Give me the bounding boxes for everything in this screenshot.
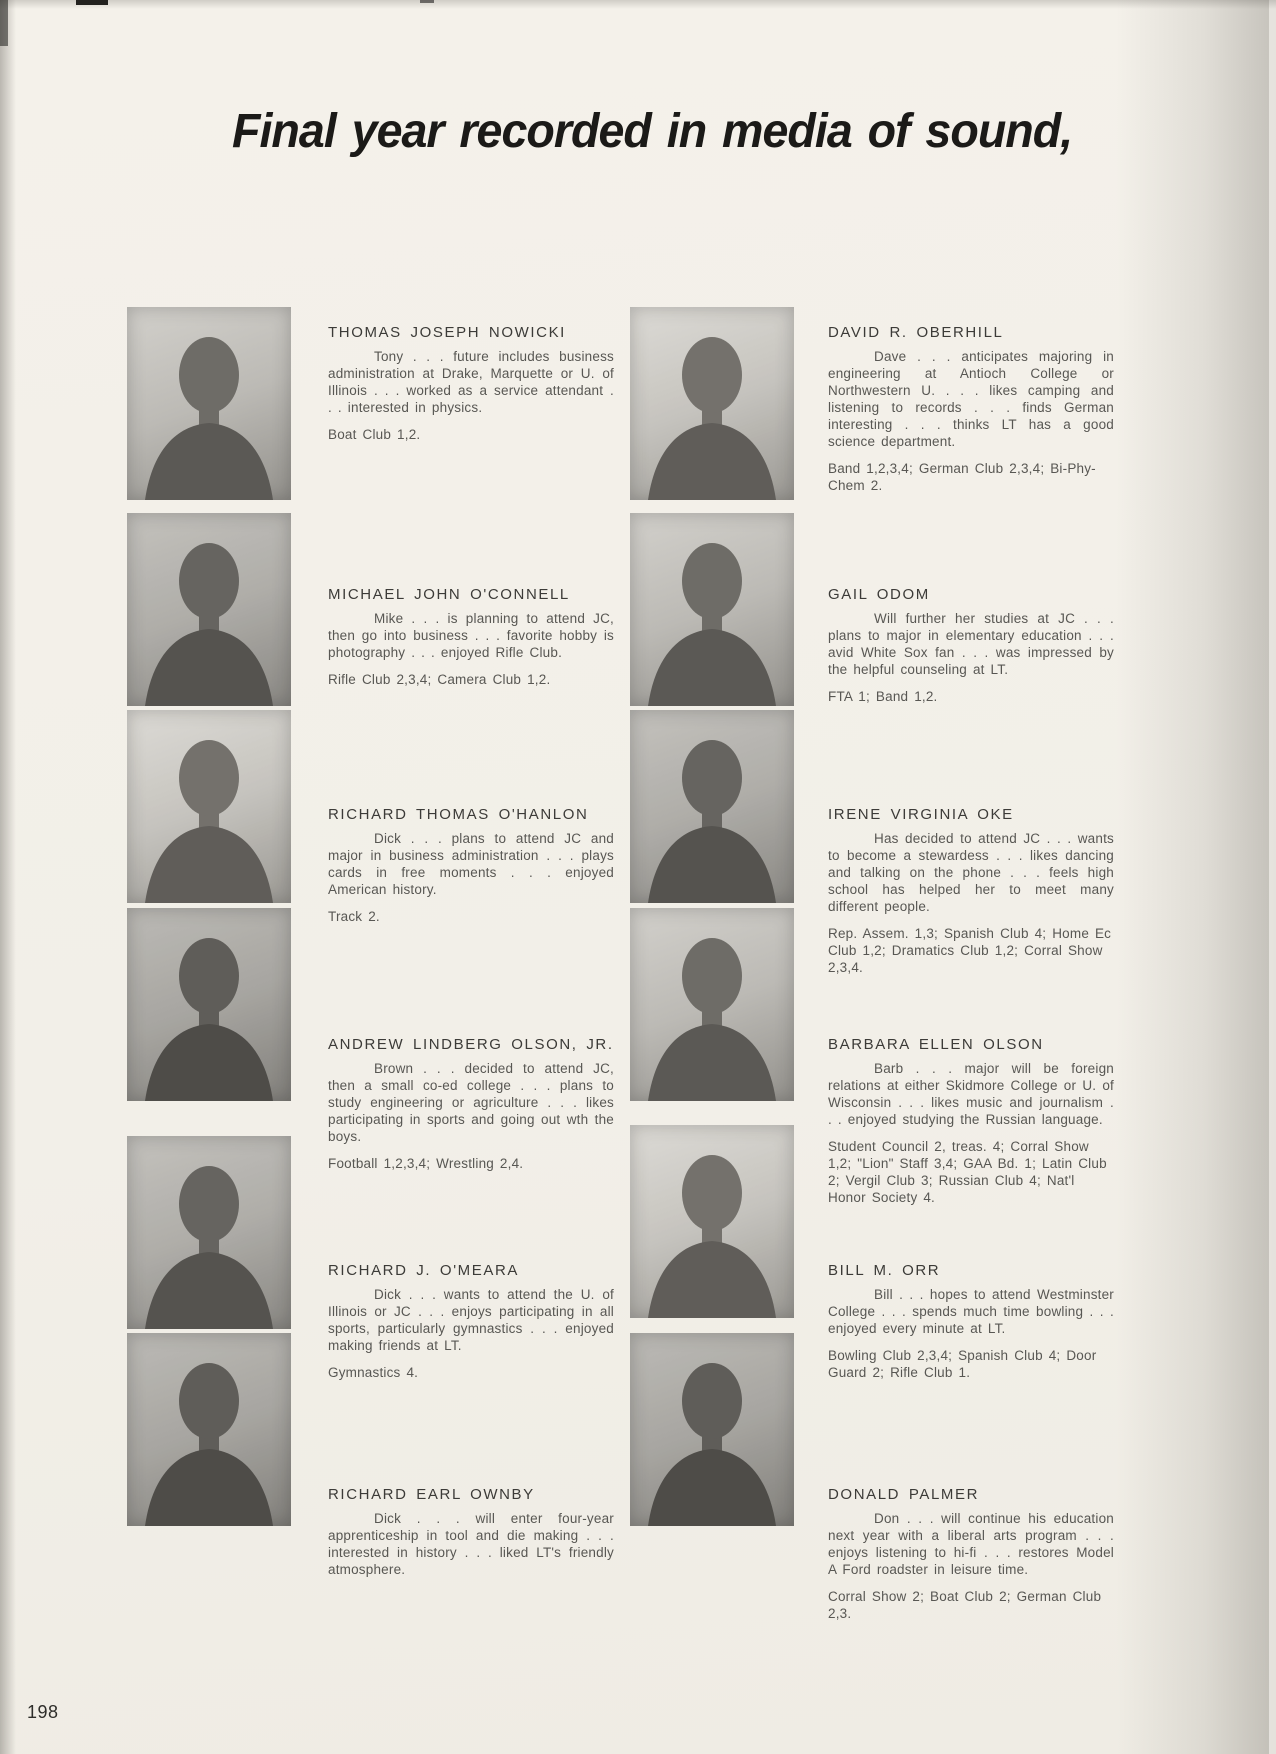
page-edge-highlight: [1269, 0, 1276, 1754]
student-name: BARBARA ELLEN OLSON: [828, 1036, 1044, 1053]
student-name: THOMAS JOSEPH NOWICKI: [328, 324, 566, 341]
student-name: GAIL ODOM: [828, 586, 930, 603]
student-bio: Tony . . . future includes business administration at Drake, Marquette or U. of Illinois . . . worked as a service attendant . . . interested in physics.: [328, 349, 614, 415]
portrait-silhouette-icon: [127, 307, 291, 500]
portrait-silhouette-icon: [630, 1125, 794, 1318]
scan-speck: [76, 0, 108, 5]
student-name: RICHARD EARL OWNBY: [328, 1486, 535, 1503]
student-name: RICHARD THOMAS O'HANLON: [328, 806, 589, 823]
student-entry-olson-a: [328, 1036, 614, 1172]
student-entry-ownby: [328, 1486, 614, 1588]
page-curl-shadow: [1116, 0, 1276, 1754]
portrait-silhouette-icon: [630, 307, 794, 500]
student-bio: Will further her studies at JC . . . plans to major in elementary education . . . avid White Sox fan . . . was impressed by the helpful counseling at LT.: [828, 611, 1114, 677]
student-activities: Boat Club 1,2.: [328, 427, 421, 442]
student-bio: Dave . . . anticipates majoring in engineering at Antioch College or Northwestern U. . . . likes camping and listening to records . . . finds German interesting . . . thinks LT has a good science department.: [828, 349, 1114, 449]
portrait-silhouette-icon: [630, 710, 794, 903]
student-entry-ohanlon: [328, 806, 614, 925]
student-name: DONALD PALMER: [828, 1486, 980, 1503]
portrait-photo-oconnell: [127, 513, 291, 706]
student-entry-oberhill: [828, 324, 1114, 494]
portrait-photo-odom: [630, 513, 794, 706]
student-name: DAVID R. OBERHILL: [828, 324, 1004, 341]
page-headline: Final year recorded in media of sound,: [232, 105, 1073, 158]
portrait-silhouette-icon: [127, 710, 291, 903]
scan-top-shadow: [0, 0, 1276, 9]
student-activities: Corral Show 2; Boat Club 2; German Club 2,3.: [828, 1589, 1102, 1621]
student-entry-palmer: [828, 1486, 1114, 1622]
student-entry-olson-b: [828, 1036, 1114, 1206]
portrait-photo-orr: [630, 1125, 794, 1318]
student-bio: Barb . . . major will be foreign relations at either Skidmore College or U. of Wisconsin . . . likes music and journalism . . . enjoyed studying the Russian language.: [828, 1061, 1114, 1127]
student-bio: Don . . . will continue his education next year with a liberal arts program . . . enjoys listening to hi-fi . . . restores Model A Ford roadster in leisure time.: [828, 1511, 1114, 1577]
student-entry-odom: [828, 586, 1114, 705]
portrait-silhouette-icon: [630, 908, 794, 1101]
student-activities: Track 2.: [328, 909, 380, 924]
portrait-photo-olson-b: [630, 908, 794, 1101]
portrait-photo-omeara: [127, 1136, 291, 1329]
portrait-photo-palmer: [630, 1333, 794, 1526]
scan-speck: [420, 0, 434, 3]
student-bio: Bill . . . hopes to attend Westminster College . . . spends much time bowling . . . enjoyed every minute at LT.: [828, 1287, 1114, 1336]
student-entry-oconnell: [328, 586, 614, 688]
student-activities: Student Council 2, treas. 4; Corral Show 1,2; "Lion" Staff 3,4; GAA Bd. 1; Latin Club 2; Vergil Club 3; Russian Club 4; Nat'l Honor Society 4.: [828, 1139, 1107, 1205]
student-bio: Dick . . . will enter four-year apprenticeship in tool and die making . . . interested in history . . . liked LT's friendly atmosphere.: [328, 1511, 614, 1577]
portrait-silhouette-icon: [127, 513, 291, 706]
student-bio: Brown . . . decided to attend JC, then a small co-ed college . . . plans to study engineering or agriculture . . . likes participating in sports and going out wth the boys.: [328, 1061, 614, 1144]
page-number: 198: [27, 1702, 59, 1722]
scan-gutter-shadow: [0, 0, 16, 1754]
portrait-photo-ohanlon: [127, 710, 291, 903]
student-activities: Football 1,2,3,4; Wrestling 2,4.: [328, 1156, 524, 1171]
student-name: ANDREW LINDBERG OLSON, JR.: [328, 1036, 614, 1053]
student-entry-orr: [828, 1262, 1114, 1381]
student-activities: Bowling Club 2,3,4; Spanish Club 4; Door Guard 2; Rifle Club 1.: [828, 1348, 1097, 1380]
scan-speck: [0, 0, 8, 46]
portrait-silhouette-icon: [127, 1136, 291, 1329]
student-activities: Gymnastics 4.: [328, 1365, 419, 1380]
student-entry-nowicki: [328, 324, 614, 443]
student-entry-omeara: [328, 1262, 614, 1381]
portrait-photo-nowicki: [127, 307, 291, 500]
portrait-silhouette-icon: [127, 908, 291, 1101]
student-bio: Dick . . . plans to attend JC and major in business administration . . . plays cards in free moments . . . enjoyed American history.: [328, 831, 614, 897]
portrait-photo-oberhill: [630, 307, 794, 500]
portrait-photo-ownby: [127, 1333, 291, 1526]
student-bio: Has decided to attend JC . . . wants to become a stewardess . . . likes dancing and talking on the phone . . . feels high school has helped her to meet many different people.: [828, 831, 1114, 914]
student-name: RICHARD J. O'MEARA: [328, 1262, 520, 1279]
student-activities: Rep. Assem. 1,3; Spanish Club 4; Home Ec Club 1,2; Dramatics Club 1,2; Corral Show 2,3,4.: [828, 926, 1112, 975]
student-name: MICHAEL JOHN O'CONNELL: [328, 586, 570, 603]
portrait-silhouette-icon: [630, 513, 794, 706]
student-bio: Mike . . . is planning to attend JC, then go into business . . . favorite hobby is photography . . . enjoyed Rifle Club.: [328, 611, 614, 660]
portrait-silhouette-icon: [630, 1333, 794, 1526]
portrait-photo-olson-a: [127, 908, 291, 1101]
student-activities: FTA 1; Band 1,2.: [828, 689, 938, 704]
student-name: IRENE VIRGINIA OKE: [828, 806, 1014, 823]
portrait-silhouette-icon: [127, 1333, 291, 1526]
student-name: BILL M. ORR: [828, 1262, 941, 1279]
student-bio: Dick . . . wants to attend the U. of Illinois or JC . . . enjoys participating in all sports, particularly gymnastics . . . enjoyed making friends at LT.: [328, 1287, 614, 1353]
student-activities: Rifle Club 2,3,4; Camera Club 1,2.: [328, 672, 551, 687]
student-activities: Band 1,2,3,4; German Club 2,3,4; Bi-Phy-Chem 2.: [828, 461, 1096, 493]
student-entry-oke: [828, 806, 1114, 976]
portrait-photo-oke: [630, 710, 794, 903]
